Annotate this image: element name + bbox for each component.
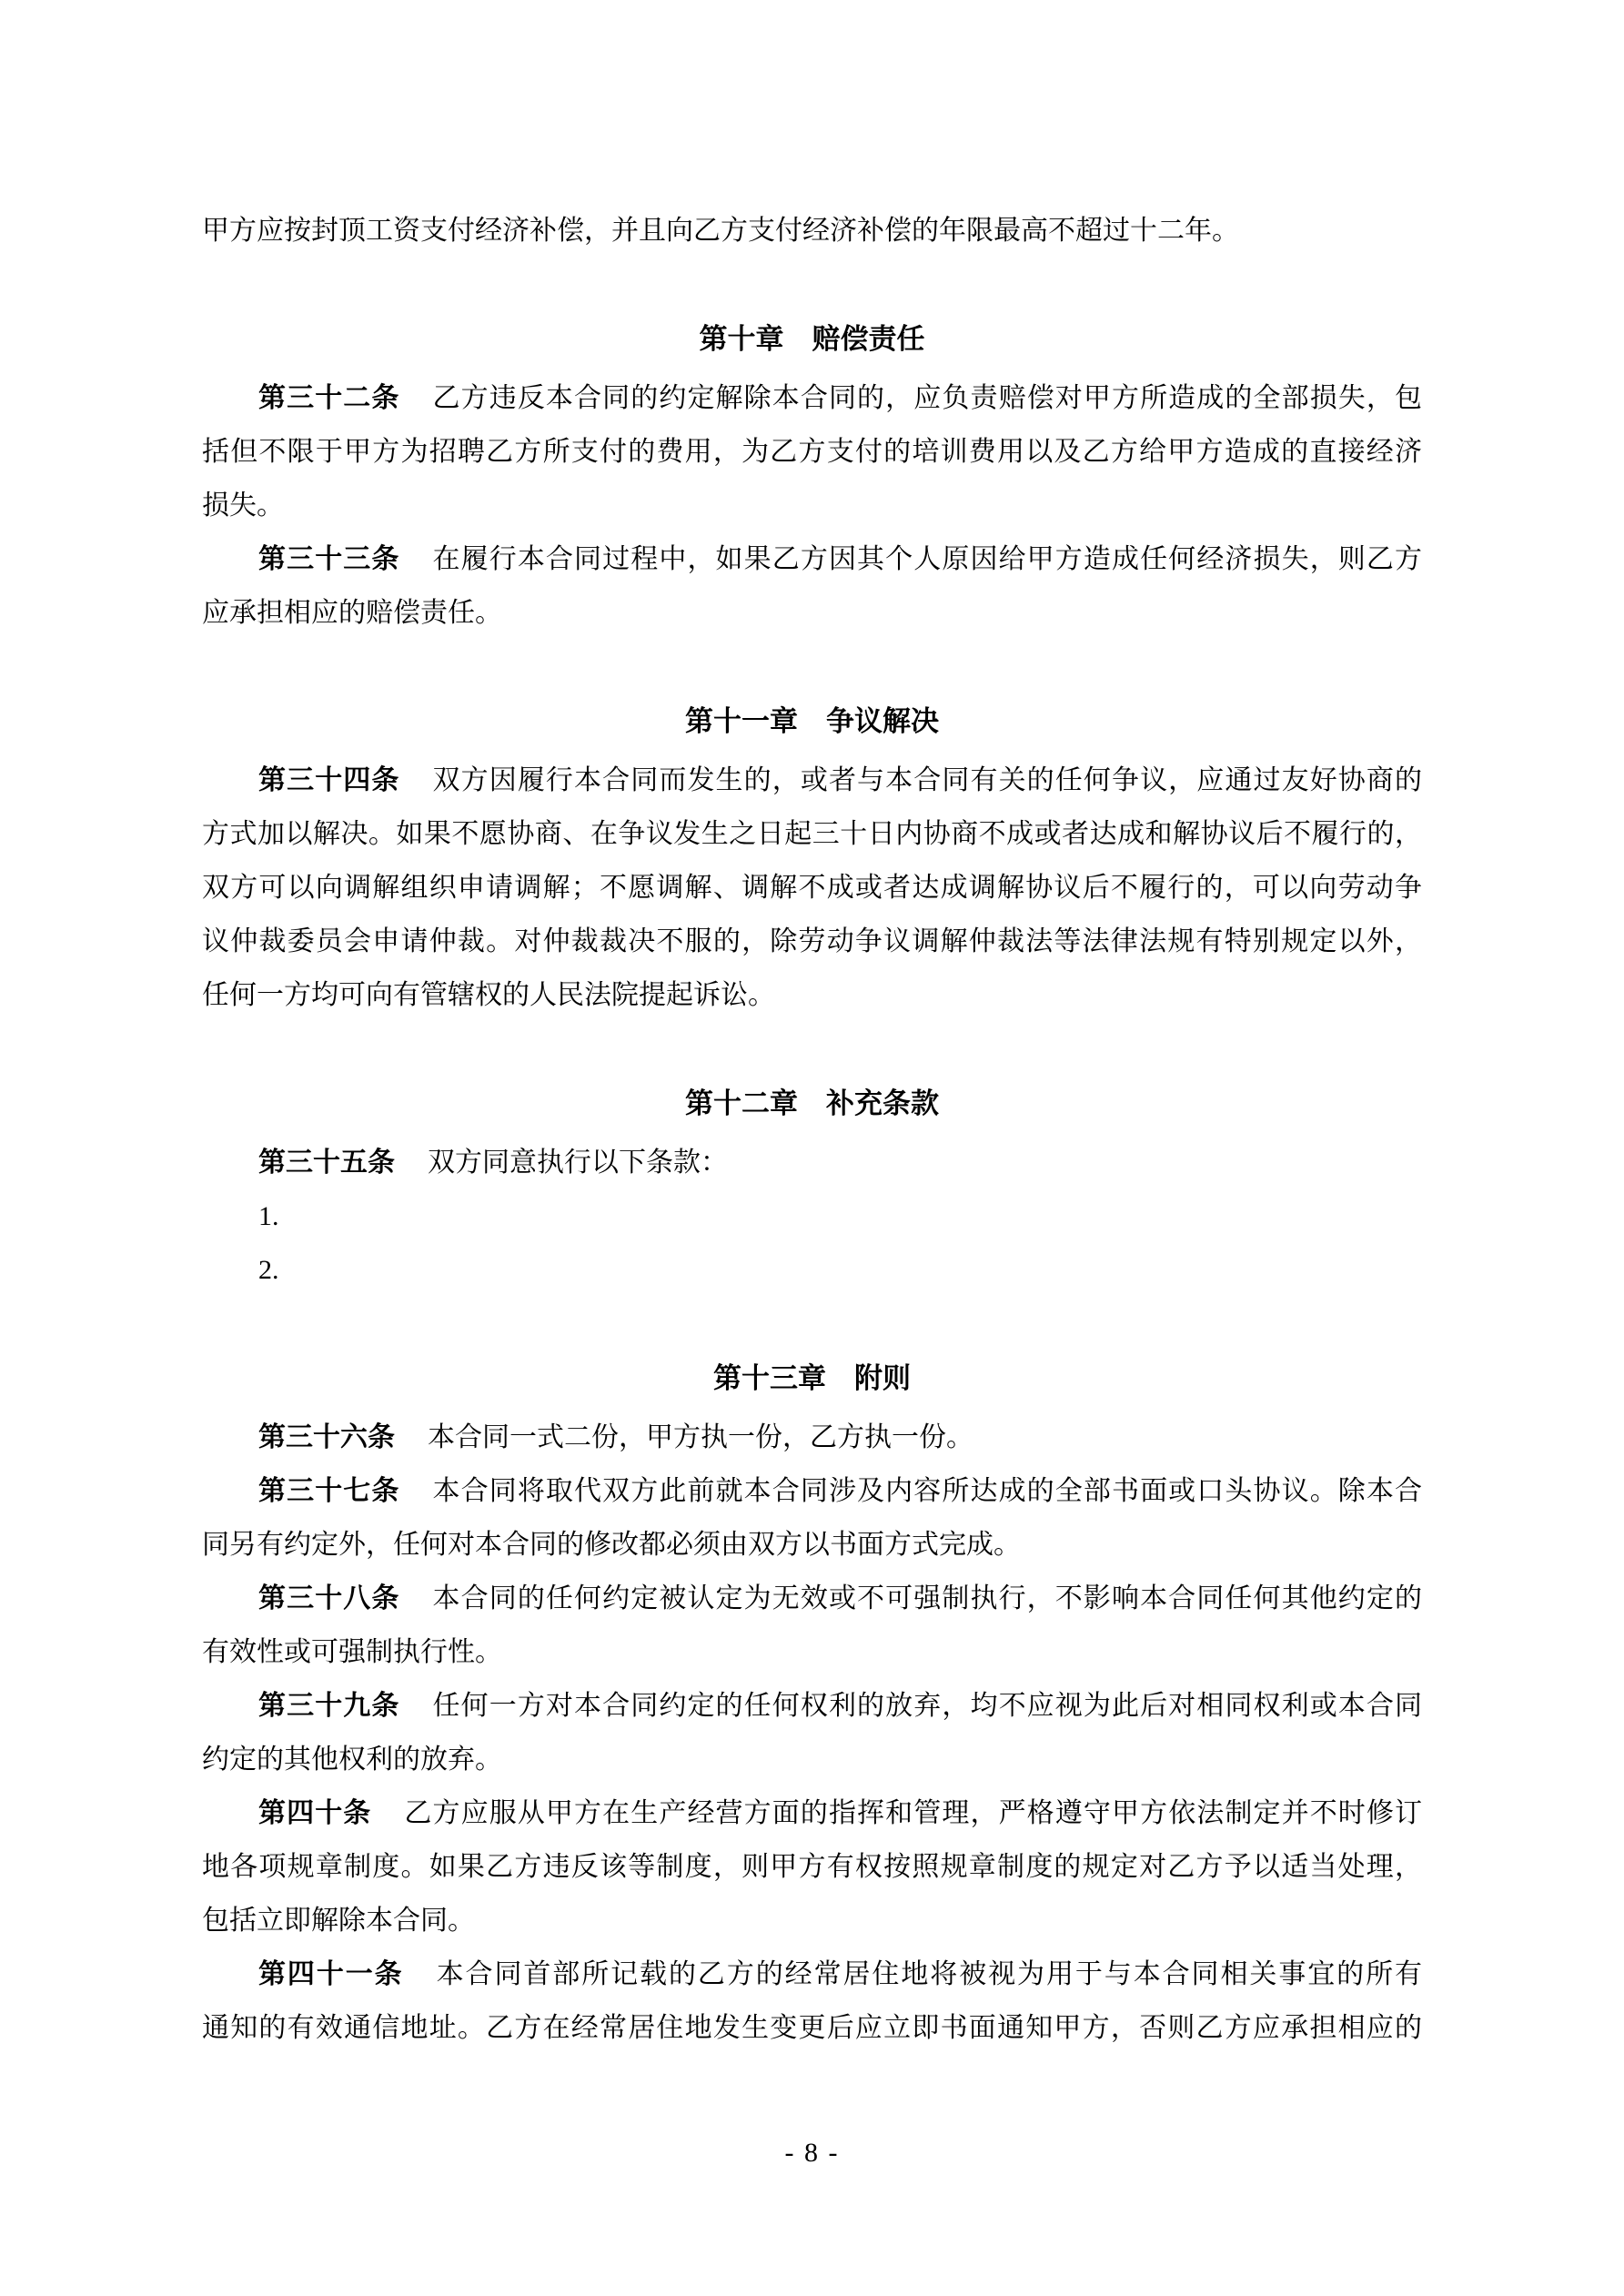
article-number: 第三十二条 <box>258 383 400 413</box>
text-line: 甲方应按封顶工资支付经济补偿，并且向乙方支付经济补偿的年限最高不超过十二年。 <box>202 216 1239 246</box>
article-number: 第三十八条 <box>258 1583 400 1613</box>
article-number: 第四十一条 <box>258 1959 404 1989</box>
article-number: 第三十五条 <box>258 1148 395 1178</box>
article-paragraph <box>202 1464 1422 1572</box>
text-line: 约定的其他权利的放弃。 <box>202 1745 502 1775</box>
text-line: 第三十六条 本合同一式二份，甲方执一份，乙方执一份。 <box>258 1422 973 1452</box>
article-paragraph <box>202 1572 1422 1679</box>
text-line: 第四十条 乙方应服从甲方在生产经营方面的指挥和管理，严格遵守甲方依法制定并不时修订 <box>258 1798 1423 1828</box>
chapter-number: 第十一章 <box>685 705 798 737</box>
article-number: 第三十三条 <box>258 544 400 574</box>
article-number: 第四十条 <box>258 1798 372 1828</box>
text-line: 第三十二条 乙方违反本合同的约定解除本合同的，应负责赔偿对甲方所造成的全部损失，包 <box>258 383 1423 413</box>
text-line: 第四十一条 本合同首部所记载的乙方的经常居住地将被视为用于与本合同相关事宜的所有 <box>258 1959 1423 1989</box>
chapter-heading <box>202 1077 1422 1130</box>
chapter-number: 第十二章 <box>685 1087 798 1119</box>
text-line: 第三十七条 本合同将取代双方此前就本合同涉及内容所达成的全部书面或口头协议。除本合 <box>258 1476 1423 1506</box>
text-line: 包括立即解除本合同。 <box>202 1906 475 1936</box>
text-line: 同另有约定外，任何对本合同的修改都必须由双方以书面方式完成。 <box>202 1530 1021 1560</box>
article-number: 第三十九条 <box>258 1691 400 1721</box>
text-line: 第三十九条 任何一方对本合同约定的任何权利的放弃，均不应视为此后对相同权利或本合同 <box>258 1691 1423 1721</box>
article-paragraph <box>202 532 1422 640</box>
chapter-number: 第十章 <box>699 323 784 355</box>
article-paragraph <box>202 371 1422 532</box>
chapter-title: 附则 <box>854 1362 911 1394</box>
article-number: 第三十四条 <box>258 765 400 795</box>
text-line: 第三十四条 双方因履行本合同而发生的，或者与本合同有关的任何争议，应通过友好协商的 <box>258 765 1423 795</box>
text-line: 有效性或可强制执行性。 <box>202 1637 502 1667</box>
text-line: 第三十八条 本合同的任何约定被认定为无效或不可强制执行，不影响本合同任何其他约定的 <box>258 1583 1423 1613</box>
article-paragraph <box>202 1786 1422 1947</box>
chapter-heading <box>202 312 1422 366</box>
article-paragraph <box>202 1679 1422 1786</box>
list-item <box>202 1243 1422 1297</box>
chapter-heading <box>202 694 1422 748</box>
chapter-title: 补充条款 <box>826 1087 939 1119</box>
text-line: 方式加以解决。如果不愿协商、在争议发生之日起三十日内协商不成或者达成和解协议后不履行的， <box>202 819 1422 849</box>
text-line: 2. <box>258 1255 279 1285</box>
chapter-number: 第十三章 <box>713 1362 826 1394</box>
text-line: 括但不限于甲方为招聘乙方所支付的费用，为乙方支付的培训费用以及乙方给甲方造成的直接经济 <box>202 437 1422 467</box>
article-paragraph <box>202 754 1422 1022</box>
article-paragraph <box>202 1947 1422 2055</box>
article-paragraph <box>202 1136 1422 1189</box>
document-body <box>202 204 1422 2055</box>
chapter-title: 赔偿责任 <box>812 323 925 355</box>
text-line: 第三十三条 在履行本合同过程中，如果乙方因其个人原因给甲方造成任何经济损失，则乙方 <box>258 544 1423 574</box>
text-line: 任何一方均可向有管辖权的人民法院提起诉讼。 <box>202 980 775 1010</box>
text-line: 损失。 <box>202 491 284 521</box>
list-item <box>202 1189 1422 1243</box>
chapter-heading <box>202 1351 1422 1405</box>
article-number: 第三十六条 <box>258 1422 395 1452</box>
article-paragraph <box>202 1411 1422 1464</box>
text-line: 应承担相应的赔偿责任。 <box>202 598 502 628</box>
text-line: 双方可以向调解组织申请调解；不愿调解、调解不成或者达成调解协议后不履行的，可以向劳动争 <box>202 873 1422 903</box>
text-line: 地各项规章制度。如果乙方违反该等制度，则甲方有权按照规章制度的规定对乙方予以适当处理， <box>202 1852 1422 1882</box>
chapter-title: 争议解决 <box>826 705 939 737</box>
text-line: 1. <box>258 1201 279 1231</box>
paragraph <box>202 204 1422 258</box>
text-line: 通知的有效通信地址。乙方在经常居住地发生变更后应立即书面通知甲方，否则乙方应承担相应的 <box>202 2013 1422 2043</box>
article-number: 第三十七条 <box>258 1476 400 1506</box>
page-number: - 8 - <box>784 2138 840 2168</box>
text-line: 第三十五条 双方同意执行以下条款： <box>258 1148 728 1178</box>
text-line: 议仲裁委员会申请仲裁。对仲裁裁决不服的，除劳动争议调解仲裁法等法律法规有特别规定以外， <box>202 926 1422 956</box>
